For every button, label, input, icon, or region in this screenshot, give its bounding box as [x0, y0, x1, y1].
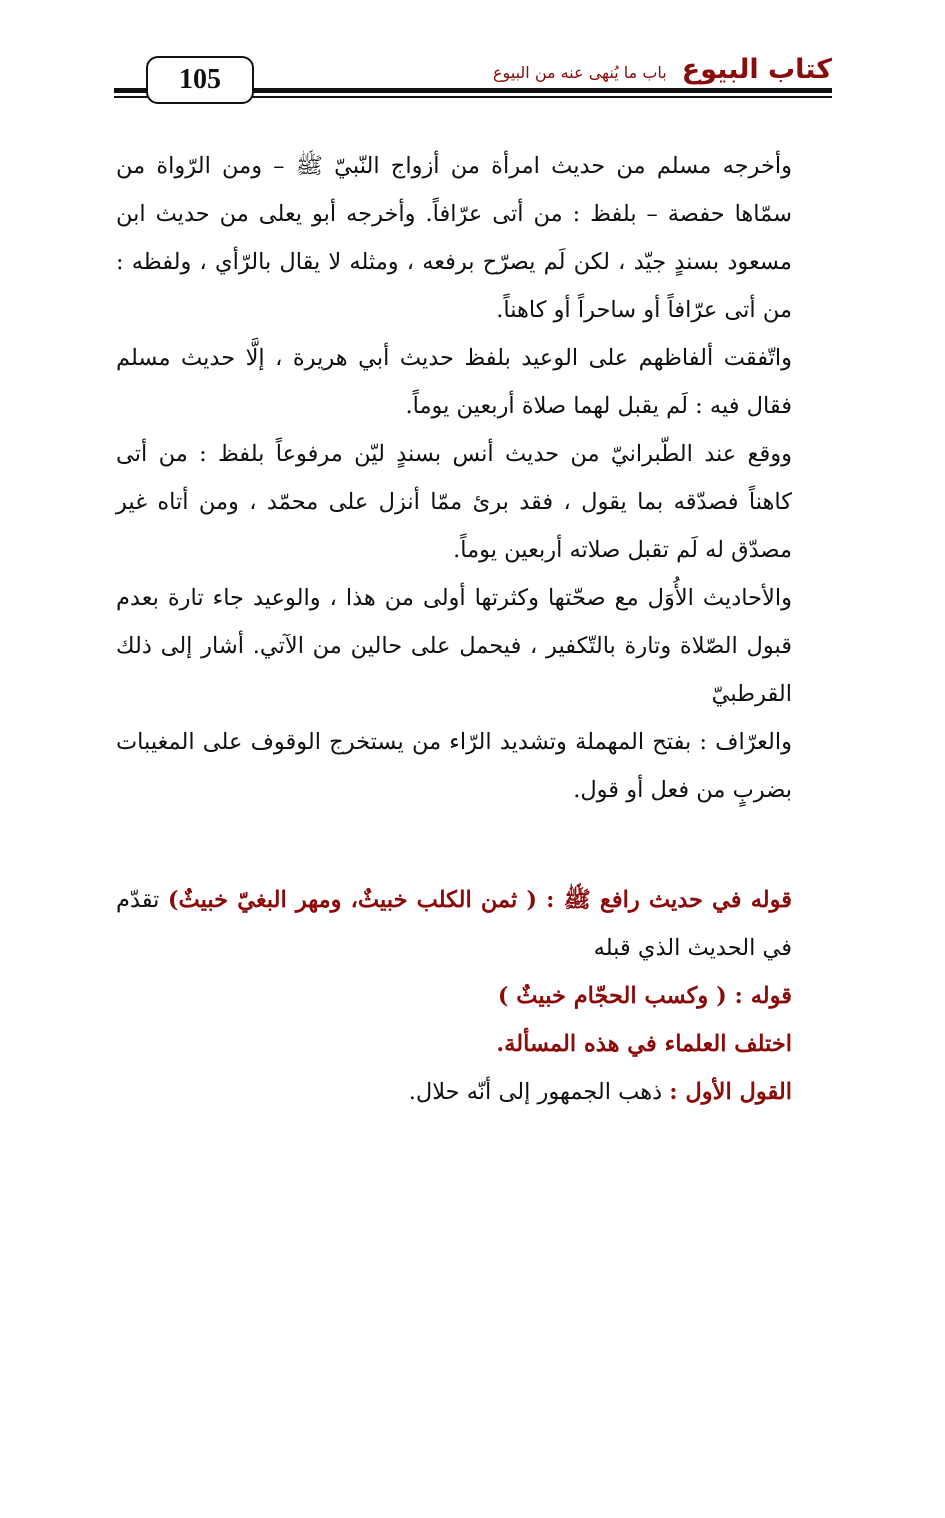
running-header	[493, 54, 832, 85]
section-heading	[116, 1020, 834, 1068]
first-opinion	[116, 1068, 834, 1116]
quote-2-heading: قوله : ( وكسب الحجّام خبيثٌ )	[497, 983, 792, 1009]
paragraph-1: وأخرجه مسلم من حديث امرأة من أزواج النّبيّ ﷺ – ومن الرّواة من سمّاها حفصة – بلفظ : من أتى عرّافاً. وأخرجه أبو يعلى من حديث ابن مسعود بسندٍ جيّد ، لكن لَم يصرّح برفعه ، ومثله لا يقال بالرّأي ، ولفظه : من أتى عرّافاً أو ساحراً أو كاهناً.	[116, 153, 792, 323]
first-opinion-text: ذهب الجمهور إلى أنّه حلال.	[408, 1079, 670, 1105]
section-heading-text: اختلف العلماء في هذه المسألة.	[496, 1031, 792, 1057]
paragraph-5: والعرّاف : بفتح المهملة وتشديد الرّاء من يستخرج الوقوف على المغيبات بضربٍ من فعل أو قول.	[116, 729, 792, 803]
paragraph-4: والأحاديث الأُوَل مع صحّتها وكثرتها أولى من هذا ، والوعيد جاء تارة بعدم قبول الصّلاة وتارة بالتّكفير ، فيحمل على حالين من الآتي. أشار إلى ذلك القرطبيّ	[116, 585, 792, 707]
quote-1-heading: قوله في حديث رافع ﷺ : ( ثمن الكلب خبيثٌ، ومهر البغيّ خبيثٌ)	[167, 887, 792, 913]
chapter-title: باب ما يُنهى عنه من البيوع	[492, 63, 667, 82]
paragraph-2: واتّفقت ألفاظهم على الوعيد بلفظ حديث أبي هريرة ، إلَّا حديث مسلم فقال فيه : لَم يقبل لهما صلاة أربعين يوماً.	[116, 345, 792, 419]
quote-1-commentary: تقدّم في الحديث الذي قبله	[116, 887, 792, 961]
quote-1	[116, 876, 834, 972]
page-body	[116, 142, 834, 1116]
page-number: 105	[146, 56, 254, 104]
book-title: كتاب البيوع	[681, 54, 832, 85]
section-gap	[116, 814, 834, 876]
first-opinion-label: القول الأول :	[669, 1079, 792, 1105]
page-header	[114, 50, 832, 110]
paragraph-3: ووقع عند الطّبرانيّ من حديث أنس بسندٍ ليّن مرفوعاً بلفظ : من أتى كاهناً فصدّقه بما يقول ، فقد برئ ممّا أنزل على محمّد ، ومن أتاه غير مصدّق له لَم تقبل صلاته أربعين يوماً.	[116, 441, 792, 563]
quote-2	[116, 972, 834, 1020]
